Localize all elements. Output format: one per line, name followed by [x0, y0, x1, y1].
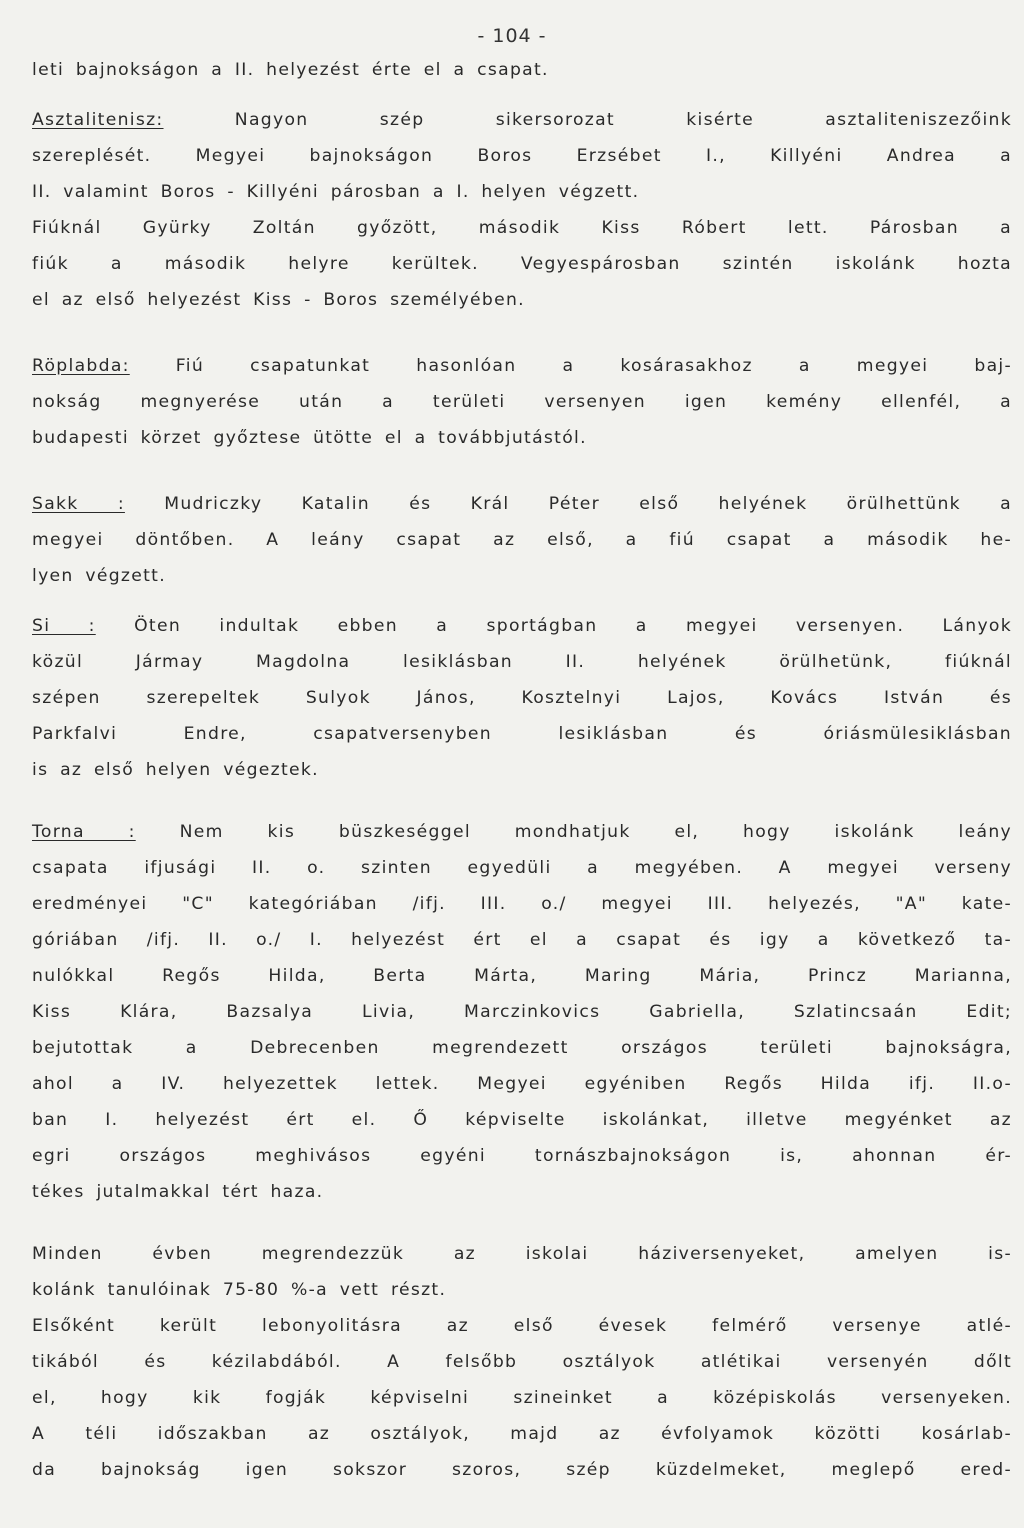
text-line: Parkfalvi Endre, csapatversenyben lesiklásban és óriásmülesiklásban [32, 724, 1012, 744]
text-line: Kiss Klára, Bazsalya Livia, Marczinkovics Gabriella, Szlatincsaán Edit; [32, 1002, 1012, 1022]
text-line: lyen végzett. [32, 566, 166, 586]
paragraph-roplabda [32, 348, 1012, 456]
text-line: Fiú csapatunkat hasonlóan a kosárasakhoz a megyei baj- [129, 356, 1012, 376]
text-line: A téli időszakban az osztályok, majd az évfolyamok közötti kosárlab- [32, 1424, 1012, 1444]
text-line: eredményei "C" kategóriában /ifj. III. o./ megyei III. helyezés, "A" kate- [32, 894, 1012, 914]
text-line: tikából és kézilabdából. A felsőbb osztályok atlétikai versenyén dőlt [32, 1352, 1012, 1372]
text-line: Nagyon szép sikersorozat kisérte asztaliteniszezőink [163, 110, 1012, 130]
text-line: közül Jármay Magdolna lesiklásban II. helyének örülhetünk, fiúknál [32, 652, 1012, 672]
text-line: kolánk tanulóinak 75-80 %-a vett részt. [32, 1280, 447, 1300]
text-line: ban I. helyezést ért el. Ő képviselte iskolánkat, illetve megyénket az [32, 1110, 1012, 1130]
text-line: leti bajnokságon a II. helyezést érte el a csapat. [32, 60, 549, 80]
section-heading-si: Si : [32, 616, 96, 636]
paragraph-asztalitenisz [32, 102, 1012, 318]
text-line: fiúk a második helyre kerültek. Vegyespárosban szintén iskolánk hozta [32, 254, 1012, 274]
section-heading-roplabda: Röplabda: [32, 356, 130, 376]
text-line: bejutottak a Debrecenben megrendezett országos területi bajnokságra, [32, 1038, 1012, 1058]
text-line: Fiúknál Gyürky Zoltán győzött, második Kiss Róbert lett. Párosban a [32, 218, 1012, 238]
text-line: csapata ifjusági II. o. szinten egyedüli a megyében. A megyei verseny [32, 858, 1012, 878]
text-line: Öten indultak ebben a sportágban a megyei versenyen. Lányok [95, 616, 1013, 636]
section-heading-torna: Torna : [32, 822, 136, 842]
text-line: tékes jutalmakkal tért haza. [32, 1182, 324, 1202]
paragraph-si [32, 608, 1012, 788]
text-line: Elsőként került lebonyolitásra az első évesek felmérő versenye atlé- [32, 1316, 1012, 1336]
text-line: szereplését. Megyei bajnokságon Boros Erzsébet I., Killyéni Andrea a [32, 146, 1012, 166]
text-line: Mudriczky Katalin és Král Péter első helyének örülhettünk a [124, 494, 1012, 514]
text-line: is az első helyen végeztek. [32, 760, 319, 780]
paragraph-intro [32, 52, 1012, 88]
text-line: Minden évben megrendezzük az iskolai háziversenyeket, amelyen is- [32, 1244, 1012, 1264]
section-heading-asztalitenisz: Asztalitenisz: [32, 110, 164, 130]
page-number: - 104 - [477, 25, 547, 47]
text-line: el az első helyezést Kiss - Boros személyében. [32, 290, 525, 310]
text-line: Nem kis büszkeséggel mondhatjuk el, hogy iskolánk leány [135, 822, 1012, 842]
text-line: nulókkal Regős Hilda, Berta Márta, Maring Mária, Princz Marianna, [32, 966, 1012, 986]
text-line: egri országos meghivásos egyéni tornászbajnokságon is, ahonnan ér- [32, 1146, 1012, 1166]
text-line: II. valamint Boros - Killyéni párosban a I. helyen végzett. [32, 182, 640, 202]
text-line: megyei döntőben. A leány csapat az első, a fiú csapat a második he- [32, 530, 1012, 550]
text-line: el, hogy kik fogják képviselni szineinket a középiskolás versenyeken. [32, 1388, 1012, 1408]
text-line: budapesti körzet győztese ütötte el a továbbjutástól. [32, 428, 587, 448]
text-line: ahol a IV. helyezettek lettek. Megyei egyéniben Regős Hilda ifj. II.o- [32, 1074, 1012, 1094]
text-line: nokság megnyerése után a területi versenyen igen kemény ellenfél, a [32, 392, 1012, 412]
paragraph-sakk [32, 486, 1012, 594]
document-body [32, 52, 1012, 1488]
section-heading-sakk: Sakk : [32, 494, 125, 514]
text-line: szépen szerepeltek Sulyok János, Kosztelnyi Lajos, Kovács István és [32, 688, 1012, 708]
text-line: da bajnokság igen sokszor szoros, szép küzdelmeket, meglepő ered- [32, 1460, 1012, 1480]
text-line: góriában /ifj. II. o./ I. helyezést ért el a csapat és igy a következő ta- [32, 930, 1012, 950]
paragraph-torna [32, 814, 1012, 1210]
paragraph-haziversenyek [32, 1236, 1012, 1488]
